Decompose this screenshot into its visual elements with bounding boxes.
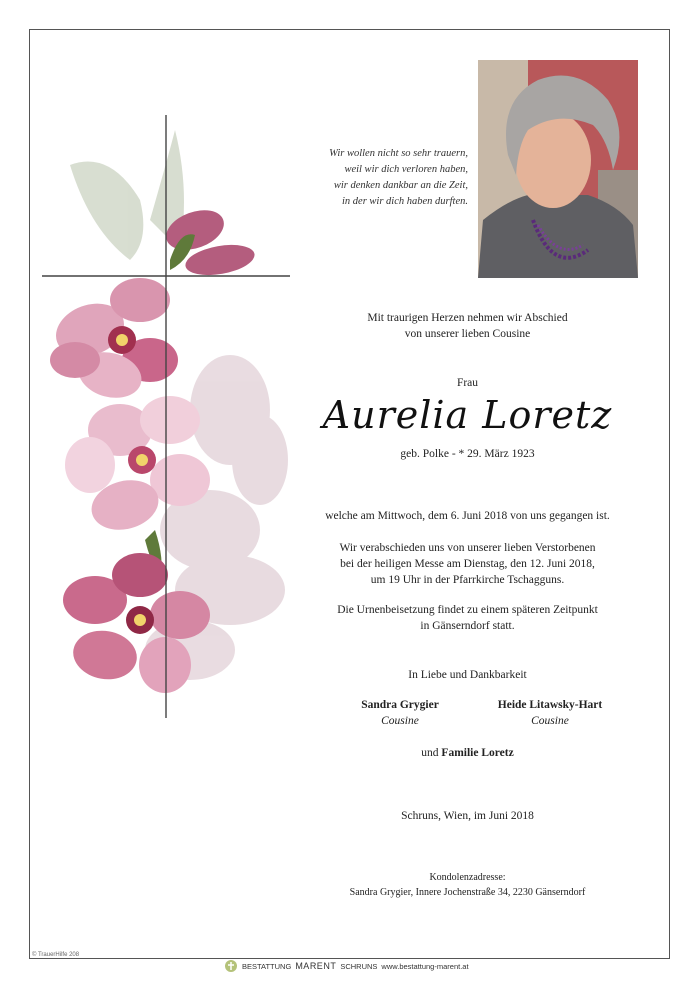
mass-line: Wir verabschieden uns von unserer lieben Verstorbenen [339, 542, 596, 554]
signer-name: Sandra Grygier [361, 699, 439, 711]
brand-name: MARENT [295, 961, 337, 971]
memorial-quote [290, 146, 468, 210]
mass-line: bei der heiligen Messe am Dienstag, den 12. Juni 2018, [340, 558, 595, 570]
copyright-note: © TrauerHilfe 208 [32, 952, 80, 958]
blossom-1 [49, 278, 178, 405]
condolence-address: Sandra Grygier, Innere Jochenstraße 34, 2230 Gänserndorf [349, 887, 586, 898]
birth-info: geb. Polke - * 29. März 1923 [400, 448, 535, 460]
mass-info [300, 540, 635, 588]
quote-line: weil wir dich verloren haben, [344, 164, 468, 175]
signer [480, 697, 620, 729]
intro-line: von unserer lieben Cousine [404, 328, 531, 340]
website-link[interactable]: www.bestattung-marent.at [381, 961, 469, 971]
family-prefix: und [421, 747, 439, 759]
urn-line: in Gänserndorf statt. [420, 620, 515, 632]
blossom-cross-decoration [30, 110, 300, 730]
footer-branding [224, 958, 484, 974]
deceased-name: Aurelia Loretz [322, 393, 613, 437]
salutation: Frau [456, 377, 479, 389]
closing-phrase: In Liebe und Dankbarkeit [408, 669, 527, 681]
place-date: Schruns, Wien, im Juni 2018 [401, 810, 534, 822]
leaf-shape [70, 162, 143, 260]
portrait-photo [478, 60, 638, 278]
death-notice: welche am Mittwoch, dem 6. Juni 2018 von uns gegangen ist. [325, 510, 610, 522]
brand-prefix: BESTATTUNG [242, 961, 292, 971]
quote-line: Wir wollen nicht so sehr trauern, [329, 148, 468, 159]
signer [330, 697, 470, 729]
family-name: Familie Loretz [441, 747, 514, 759]
urn-line: Die Urnenbeisetzung findet zu einem späteren Zeitpunkt [337, 604, 598, 616]
signers [330, 697, 620, 729]
brand-place: SCHRUNS [340, 961, 378, 971]
quote-line: in der wir dich haben durften. [342, 196, 468, 207]
signer-relation: Cousine [531, 715, 569, 727]
urn-info [300, 602, 635, 634]
condolence-block [300, 870, 635, 900]
condolence-label: Kondolenzadresse: [429, 872, 506, 883]
farewell-intro [300, 310, 635, 342]
intro-line: Mit traurigen Herzen nehmen wir Abschied [367, 312, 568, 324]
funeral-home-logo-icon [224, 959, 238, 973]
signer-relation: Cousine [381, 715, 419, 727]
mass-line: um 19 Uhr in der Pfarrkirche Tschagguns. [370, 574, 565, 586]
family-line [300, 745, 635, 761]
quote-line: wir denken dankbar an die Zeit, [333, 180, 468, 191]
signer-name: Heide Litawsky-Hart [497, 699, 603, 711]
